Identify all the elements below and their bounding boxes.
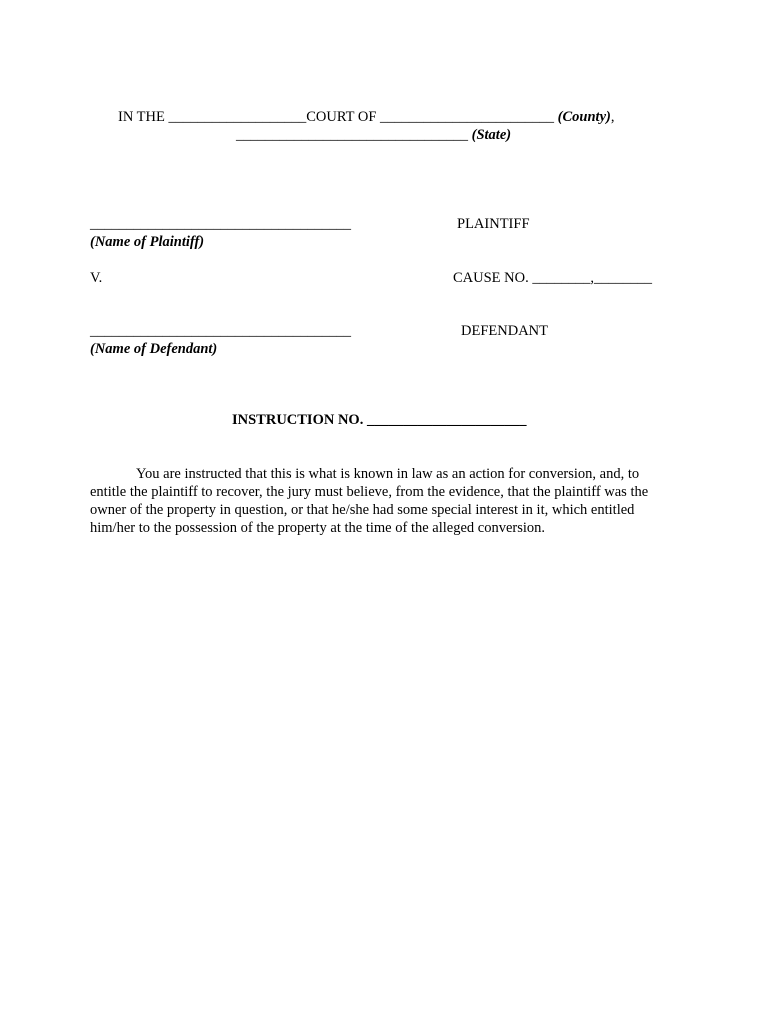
plaintiff-name-blank: ____________________________________: [90, 216, 351, 232]
defendant-name-blank: ____________________________________: [90, 323, 351, 339]
state-label: (State): [471, 127, 512, 143]
court-caption-text: IN THE ___________________COURT OF ________________________: [118, 109, 558, 125]
court-caption-line: [118, 108, 614, 126]
body-line: him/her to the possession of the property at the time of the alleged conversion.: [90, 520, 546, 536]
instruction-body: [90, 465, 690, 537]
defendant-name-hint: (Name of Defendant): [90, 341, 218, 357]
cause-number: CAUSE NO. ________,________: [453, 270, 652, 286]
body-line: owner of the property in question, or that he/she had some special interest in it, which entitled: [90, 502, 635, 518]
body-line: entitle the plaintiff to recover, the jury must believe, from the evidence, that the plaintiff was the: [90, 484, 649, 500]
state-caption-line: [236, 126, 511, 144]
caption-comma: ,: [610, 109, 615, 125]
instruction-heading: INSTRUCTION NO. ______________________: [232, 412, 527, 428]
body-line: You are instructed that this is what is known in law as an action for conversion, and, to: [136, 466, 640, 482]
plaintiff-name-hint: (Name of Plaintiff): [90, 234, 205, 250]
plaintiff-label: PLAINTIFF: [457, 216, 530, 232]
defendant-label: DEFENDANT: [461, 323, 548, 339]
versus-label: V.: [90, 270, 103, 286]
county-label: (County): [557, 109, 611, 125]
state-blank: ________________________________: [236, 127, 472, 143]
